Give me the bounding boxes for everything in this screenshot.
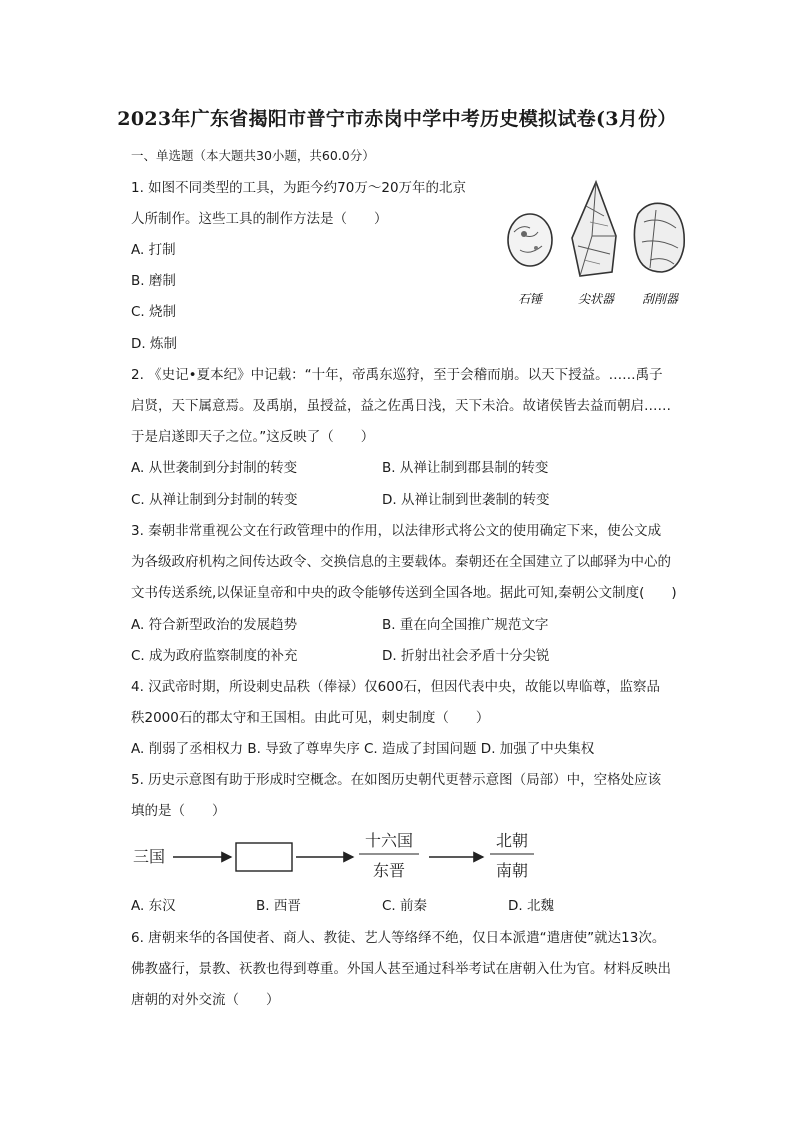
q3-option-d: D. 折射出社会矛盾十分尖锐: [382, 648, 550, 664]
q3-line-3: 文书传送系统,以保证皇帝和中央的政令能够传送到全国各地。据此可知,秦朝公文制度( ): [131, 585, 677, 601]
dynasty-succession-diagram: [131, 826, 551, 886]
q5-option-b: B. 西晋: [256, 898, 301, 914]
blank-box: [236, 843, 292, 871]
q2-line-3: 于是启遂即天子之位。”这反映了（ ）: [131, 429, 375, 445]
q3-line-1: 3. 秦朝非常重视公文在行政管理中的作用，以法律形式将公文的使用确定下来，使公文成: [131, 523, 662, 539]
q5-line-1: 5. 历史示意图有助于形成时空概念。在如图历史朝代更替示意图（局部）中，空格处应该: [131, 772, 662, 788]
q1-line-1: 1. 如图不同类型的工具，为距今约70万～20万年的北京: [131, 180, 467, 196]
diagram-start-label: 三国: [133, 847, 166, 866]
q4-line-1: 4. 汉武帝时期，所设刺史品秩（俸禄）仅600石，但因代表中央，故能以卑临尊，监察品: [131, 679, 660, 695]
q3-option-a: A. 符合新型政治的发展趋势: [131, 617, 298, 633]
tool-label-pointed: 尖状器: [577, 292, 615, 306]
q1-option-c: C. 烧制: [131, 304, 177, 320]
q5-option-c: C. 前秦: [382, 898, 428, 914]
q2-option-d: D. 从禅让制到世袭制的转变: [382, 492, 550, 508]
section-header: 一、单选题（本大题共30小题，共60.0分）: [131, 148, 375, 163]
q3-option-b: B. 重在向全国推广规范文字: [382, 617, 549, 633]
diagram-end-bottom-label: 南朝: [495, 861, 529, 880]
q1-option-d: D. 炼制: [131, 336, 177, 352]
q4-options: A. 削弱了丞相权力 B. 导致了尊卑失序 C. 造成了封国问题 D. 加强了中央集权: [131, 741, 595, 757]
q2-line-2: 启贤，天下属意焉。及禹崩，虽授益，益之佐禹日浅，天下未洽。故诸侯皆去益而朝启……: [131, 398, 671, 414]
stone-tools-figure: [500, 176, 690, 316]
diagram-mid-top-label: 十六国: [364, 831, 414, 850]
q2-option-c: C. 从禅让制到分封制的转变: [131, 492, 298, 508]
q2-option-b: B. 从禅让制到郡县制的转变: [382, 460, 549, 476]
q2-line-1: 2. 《史记•夏本纪》中记载：“十年，帝禹东巡狩，至于会稽而崩。以天下授益。……禹子: [131, 367, 663, 383]
pointed-tool-icon: [572, 182, 616, 276]
q5-option-a: A. 东汉: [131, 898, 176, 914]
tool-label-scraper: 刮削器: [641, 292, 679, 306]
scraper-icon: [634, 203, 684, 272]
q1-option-a: A. 打制: [131, 242, 176, 258]
q3-option-c: C. 成为政府监察制度的补充: [131, 648, 298, 664]
q6-line-2: 佛教盛行，景教、祆教也得到尊重。外国人甚至通过科举考试在唐朝入仕为官。材料反映出: [131, 961, 671, 977]
q6-line-3: 唐朝的对外交流（ ）: [131, 992, 280, 1008]
diagram-end-top-label: 北朝: [495, 831, 529, 850]
q5-line-2: 填的是（ ）: [131, 803, 226, 819]
q1-option-b: B. 磨制: [131, 273, 176, 289]
q3-line-2: 为各级政府机构之间传达政令、交换信息的主要载体。秦朝还在全国建立了以邮驿为中心的: [131, 554, 671, 570]
q4-line-2: 秩2000石的郡太守和王国相。由此可见，刺史制度（ ）: [131, 710, 490, 726]
q5-option-d: D. 北魏: [508, 898, 554, 914]
hammerstone-icon: [508, 214, 552, 266]
page-title: 2023年广东省揭阳市普宁市赤岗中学中考历史模拟试卷(3月份）: [117, 108, 677, 130]
tool-label-hammerstone: 石锤: [517, 292, 543, 306]
q6-line-1: 6. 唐朝来华的各国使者、商人、教徒、艺人等络绎不绝，仅日本派遣“遣唐使”就达13次。: [131, 930, 666, 946]
q1-line-2: 人所制作。这些工具的制作方法是（ ）: [131, 211, 388, 227]
q2-option-a: A. 从世袭制到分封制的转变: [131, 460, 298, 476]
diagram-mid-bottom-label: 东晋: [372, 861, 406, 880]
